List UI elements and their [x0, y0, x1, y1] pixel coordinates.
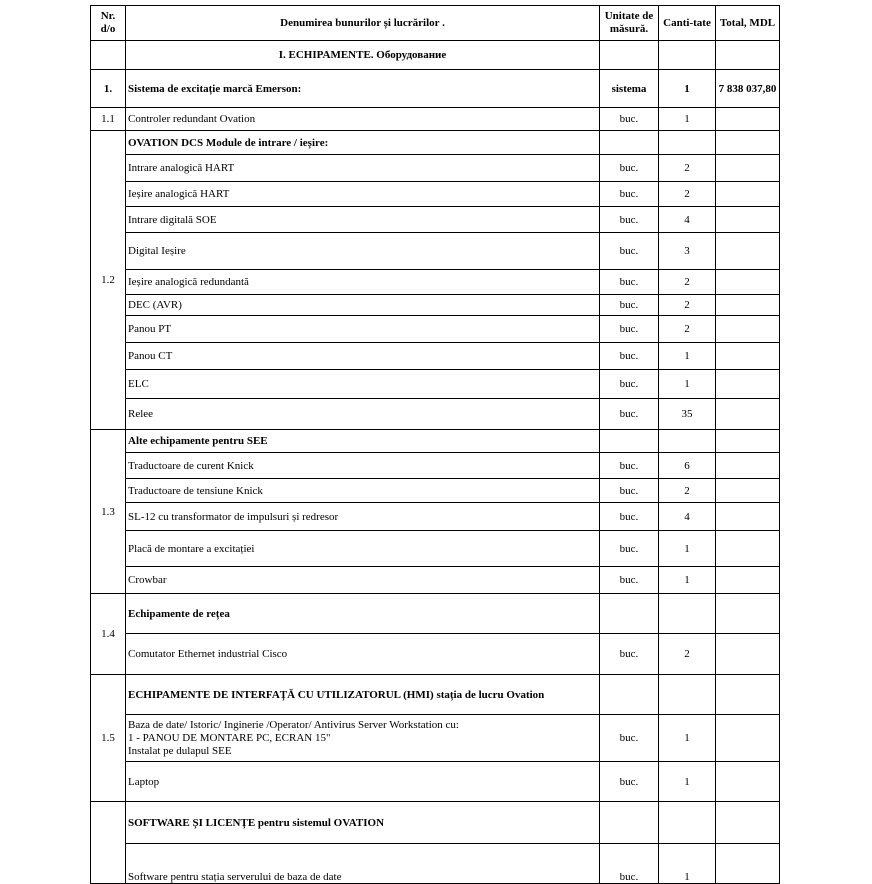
- table-row: [91, 399, 780, 430]
- table-header-row: [91, 6, 780, 41]
- row-qty: 1: [659, 531, 716, 567]
- row-qty: 1: [659, 844, 716, 884]
- row-qty: 2: [659, 634, 716, 675]
- group-title: ECHIPAMENTE DE INTERFAȚĂ CU UTILIZATORUL (HMI) stația de lucru Ovation: [126, 675, 600, 715]
- group-title-row: [91, 430, 780, 453]
- row-unit: sistema: [600, 70, 659, 108]
- row-name: Ieșire analogică HART: [126, 182, 600, 207]
- table-row: [91, 453, 780, 479]
- group-nr: 1.3: [91, 430, 126, 594]
- row-unit: buc.: [600, 634, 659, 675]
- row-unit: buc.: [600, 399, 659, 430]
- row-nr: 1.: [91, 70, 126, 108]
- table-row: [91, 233, 780, 270]
- row-unit: buc.: [600, 233, 659, 270]
- section-title: I. ECHIPAMENTE. Оборудование: [126, 41, 600, 70]
- table-row: [91, 567, 780, 594]
- row-unit: buc.: [600, 479, 659, 503]
- group-title: Alte echipamente pentru SEE: [126, 430, 600, 453]
- row-qty: 3: [659, 233, 716, 270]
- table-row: [91, 70, 780, 108]
- table-row: [91, 844, 780, 884]
- row-unit: buc.: [600, 108, 659, 131]
- row-unit: buc.: [600, 155, 659, 182]
- row-name: Software pentru stația serverului de baza de date: [126, 844, 600, 884]
- row-name: Laptop: [126, 762, 600, 802]
- row-name: Sistema de excitație marcă Emerson:: [126, 70, 600, 108]
- group-title-row: [91, 802, 780, 844]
- row-unit: buc.: [600, 343, 659, 370]
- row-qty: 2: [659, 270, 716, 295]
- table-row: [91, 715, 780, 762]
- row-name: Comutator Ethernet industrial Cisco: [126, 634, 600, 675]
- row-name: SL-12 cu transformator de impulsuri și redresor: [126, 503, 600, 531]
- table-row: [91, 295, 780, 316]
- table-row: [91, 207, 780, 233]
- row-nr: 1.1: [91, 108, 126, 131]
- row-unit: buc.: [600, 270, 659, 295]
- table-row: [91, 531, 780, 567]
- row-name: Digital Ieșire: [126, 233, 600, 270]
- row-unit: buc.: [600, 762, 659, 802]
- row-unit: buc.: [600, 503, 659, 531]
- row-name: Relee: [126, 399, 600, 430]
- row-name: Crowbar: [126, 567, 600, 594]
- header-cantitate: Canti-tate: [659, 6, 716, 41]
- table-row: [91, 503, 780, 531]
- row-qty: 6: [659, 453, 716, 479]
- header-total: Total, MDL: [716, 6, 780, 41]
- row-qty: 2: [659, 155, 716, 182]
- section-row: [91, 41, 780, 70]
- row-name-line: 1 - PANOU DE MONTARE PC, ECRAN 15": [128, 731, 331, 744]
- row-name: Intrare analogică HART: [126, 155, 600, 182]
- row-unit: buc.: [600, 715, 659, 762]
- group-nr: 1.5: [91, 675, 126, 802]
- table-row: [91, 343, 780, 370]
- row-name: Traductoare de curent Knick: [126, 453, 600, 479]
- row-qty: 35: [659, 399, 716, 430]
- row-name: Controler redundant Ovation: [126, 108, 600, 131]
- row-name: Panou PT: [126, 316, 600, 343]
- row-name-line: Baza de date/ Istoric/ Inginerie /Operator/ Antivirus Server Workstation cu:: [128, 718, 459, 731]
- row-qty: 1: [659, 715, 716, 762]
- row-name-multiline: [126, 715, 600, 762]
- equipment-table: [90, 5, 780, 884]
- group-title-row: [91, 131, 780, 155]
- row-name: Ieșire analogică redundantă: [126, 270, 600, 295]
- group-title: SOFTWARE ȘI LICENȚE pentru sistemul OVATION: [126, 802, 600, 844]
- table-row: [91, 270, 780, 295]
- row-qty: 1: [659, 343, 716, 370]
- row-unit: buc.: [600, 453, 659, 479]
- table-row: [91, 479, 780, 503]
- header-unitate: Unitate de măsură.: [600, 6, 659, 41]
- header-denumire: Denumirea bunurilor și lucrărilor .: [126, 6, 600, 41]
- table-row: [91, 316, 780, 343]
- row-qty: 1: [659, 370, 716, 399]
- row-qty: 4: [659, 503, 716, 531]
- row-qty: 4: [659, 207, 716, 233]
- table-row: [91, 762, 780, 802]
- row-unit: buc.: [600, 567, 659, 594]
- row-qty: 1: [659, 762, 716, 802]
- row-name-line: Instalat pe dulapul SEE: [128, 744, 232, 757]
- row-qty: 2: [659, 316, 716, 343]
- group-title: Echipamente de rețea: [126, 594, 600, 634]
- row-qty: 1: [659, 108, 716, 131]
- row-qty: 1: [659, 70, 716, 108]
- row-unit: buc.: [600, 316, 659, 343]
- row-qty: 1: [659, 567, 716, 594]
- row-qty: 2: [659, 295, 716, 316]
- row-unit: buc.: [600, 531, 659, 567]
- row-unit: buc.: [600, 182, 659, 207]
- group-title: OVATION DCS Module de intrare / ieșire:: [126, 131, 600, 155]
- group-title-row: [91, 594, 780, 634]
- row-name: Intrare digitală SOE: [126, 207, 600, 233]
- group-nr: 1.4: [91, 594, 126, 675]
- row-qty: 2: [659, 182, 716, 207]
- table-row: [91, 155, 780, 182]
- table-row: [91, 634, 780, 675]
- row-unit: buc.: [600, 370, 659, 399]
- table-row: [91, 370, 780, 399]
- table-row: [91, 182, 780, 207]
- row-unit: buc.: [600, 295, 659, 316]
- row-unit: buc.: [600, 207, 659, 233]
- row-name: DEC (AVR): [126, 295, 600, 316]
- row-total: 7 838 037,80: [716, 70, 780, 108]
- table-row: [91, 108, 780, 131]
- row-name: ELC: [126, 370, 600, 399]
- group-title-row: [91, 675, 780, 715]
- row-qty: 2: [659, 479, 716, 503]
- row-unit: buc.: [600, 844, 659, 884]
- row-name: Traductoare de tensiune Knick: [126, 479, 600, 503]
- row-name: Panou CT: [126, 343, 600, 370]
- header-nr: Nr. d/o: [91, 6, 126, 41]
- group-nr: 1.2: [91, 131, 126, 430]
- row-name: Placă de montare a excitației: [126, 531, 600, 567]
